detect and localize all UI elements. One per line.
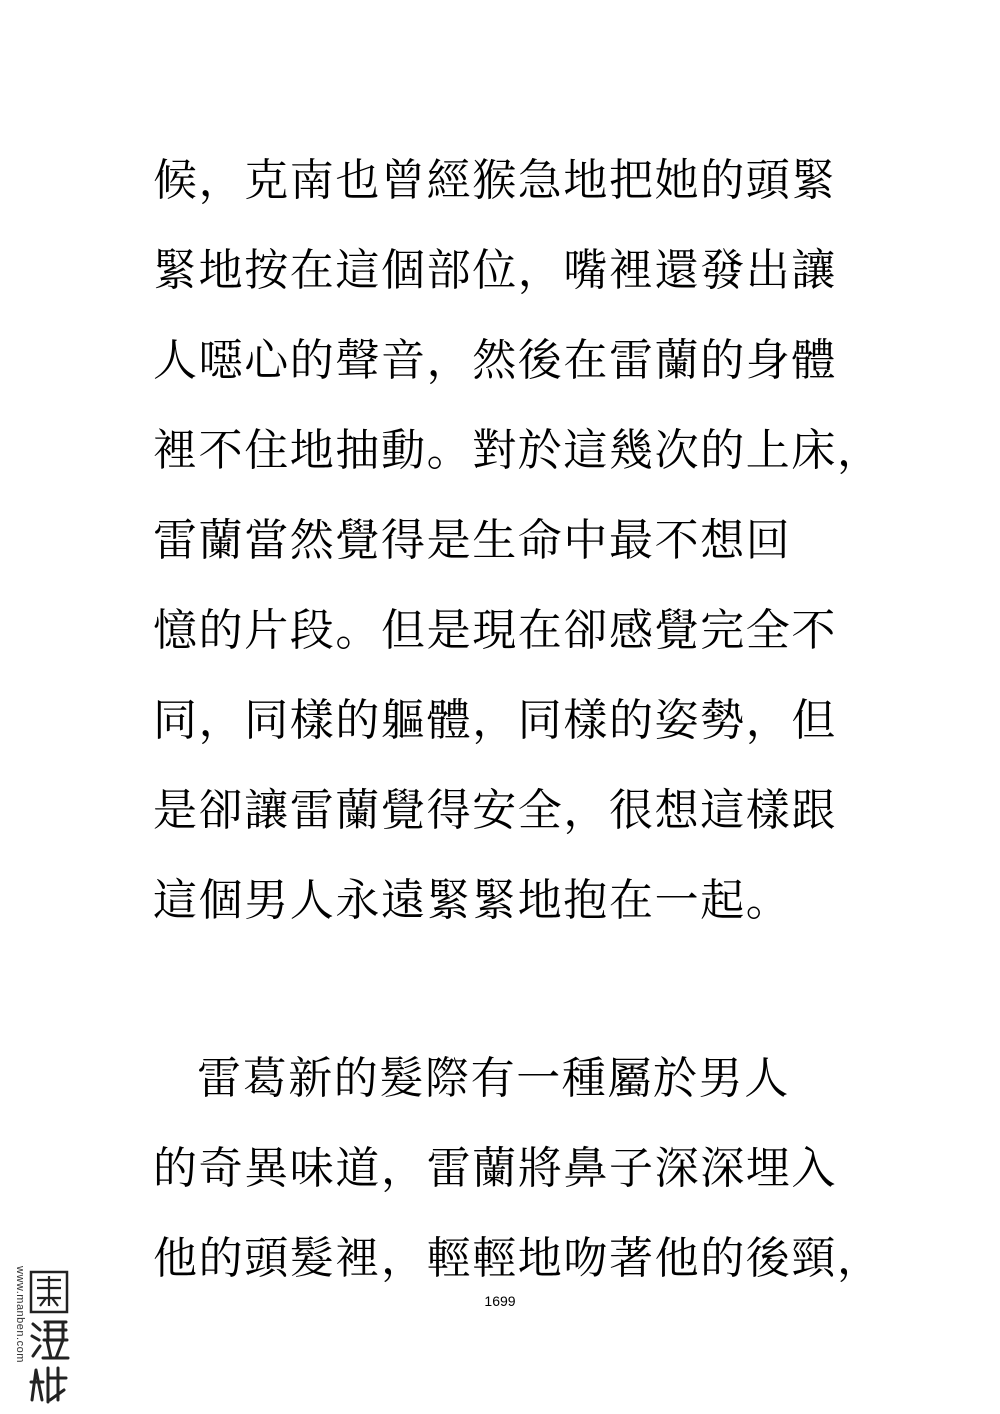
- text-line: 人噁心的聲音，然後在雷蘭的身體: [153, 335, 837, 386]
- text-line: 雷蘭當然覺得是生命中最不想回: [153, 515, 792, 566]
- watermark: [8, 1266, 70, 1408]
- watermark-url: www.manben.com: [14, 1266, 26, 1363]
- text-line: 裡不住地抽動。對於這幾次的上床，: [153, 425, 883, 476]
- text-line: 是卻讓雷蘭覺得安全，很想這樣跟: [153, 785, 837, 836]
- text-line: 緊地按在這個部位，嘴裡還發出讓: [153, 245, 837, 296]
- text-line: 這個男人永遠緊緊地抱在一起。: [153, 875, 792, 926]
- manben-logo-icon: [28, 1266, 70, 1408]
- text-line: 憶的片段。但是現在卻感覺完全不: [153, 605, 837, 656]
- text-line: 候，克南也曾經猴急地把她的頭緊: [153, 155, 837, 206]
- page-number: 1699: [484, 1293, 516, 1309]
- text-line: 的奇異味道，雷蘭將鼻子深深埋入: [153, 1143, 837, 1194]
- text-line: 同，同樣的軀體，同樣的姿勢，但: [153, 695, 837, 746]
- body-text: [153, 136, 883, 1304]
- paragraph-gap: [153, 946, 863, 1034]
- text-line: 雷葛新的髮際有一種屬於男人: [197, 1053, 790, 1104]
- text-line: 他的頭髮裡，輕輕地吻著他的後頸，: [153, 1233, 883, 1284]
